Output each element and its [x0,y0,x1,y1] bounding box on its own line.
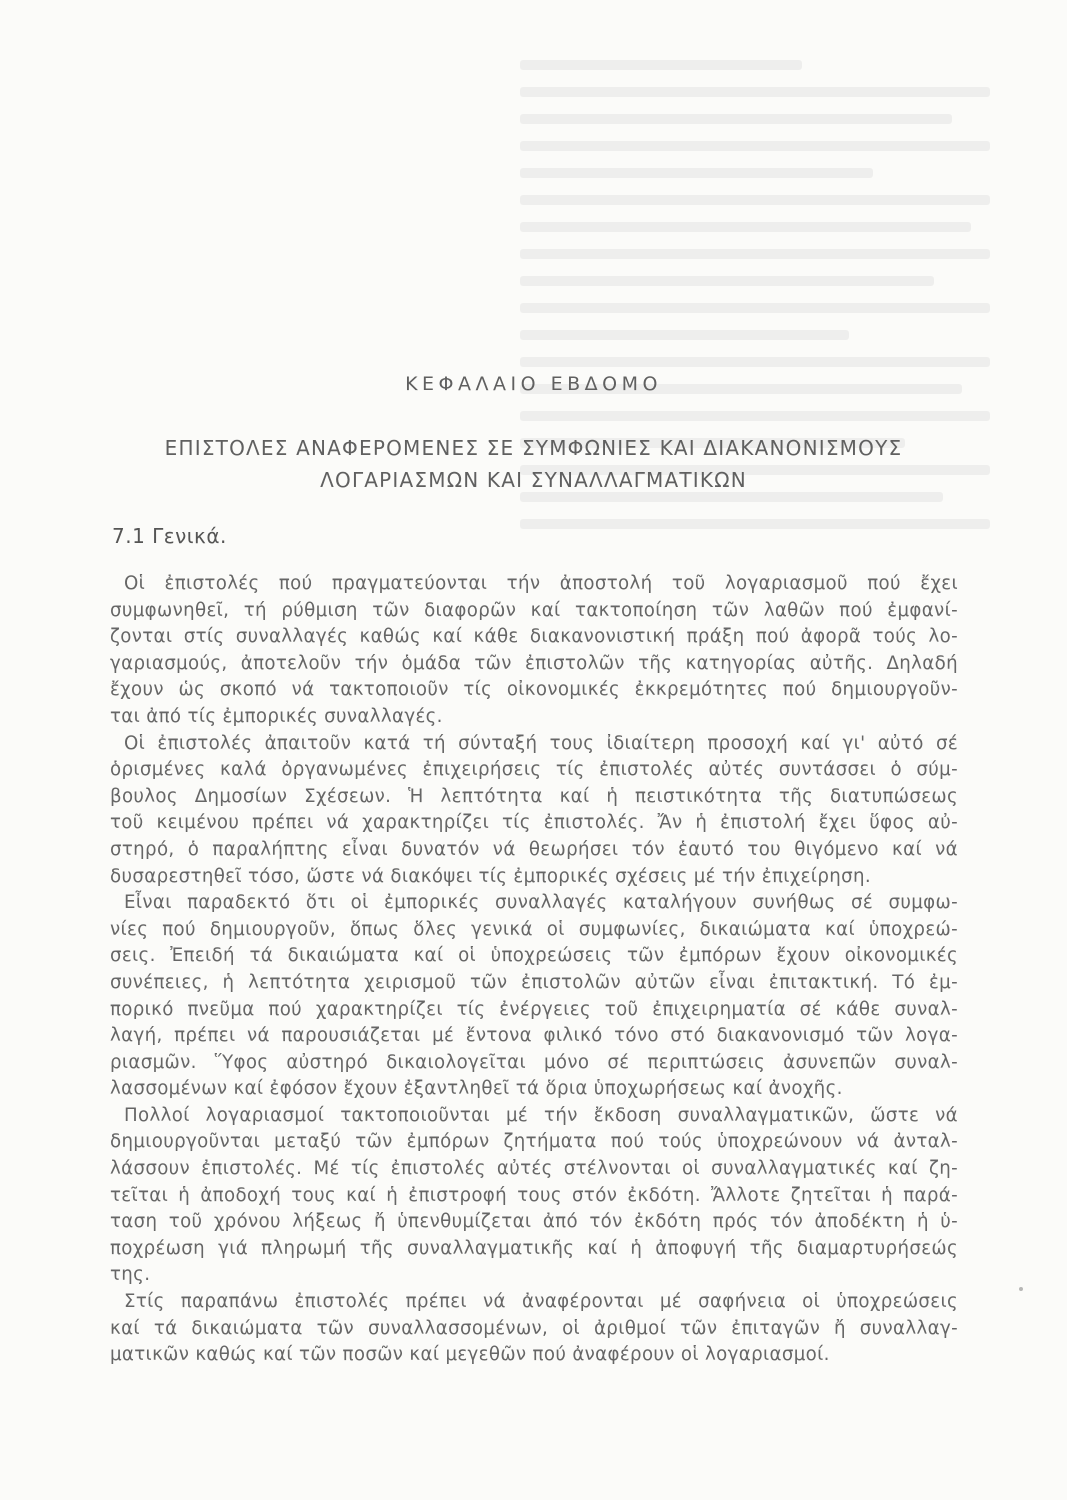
chapter-title-line: ΕΠΙΣΤΟΛΕΣ ΑΝΑΦΕΡΟΜΕΝΕΣ ΣΕ ΣΥΜΦΩΝΙΕΣ ΚΑΙ ΔΙΑΚΑΝΟΝΙΣΜΟΥΣ [164,436,903,460]
text-line: ται ἀπό τίς ἐμπορικές συναλλαγές. [110,705,443,727]
text-line: Οἱ ἐπιστολές πού πραγματεύονται τήν ἀποστολή τοῦ λογαριασμοῦ πού ἔχει [124,573,958,594]
text-line: γαριασμούς, ἀποτελοῦν τήν ὁμάδα τῶν ἐπιστολῶν τῆς κατηγορίας αὐτῆς. Δηλαδή [110,652,958,674]
paragraph [110,571,958,731]
section-heading: 7.1 Γενικά. [112,524,227,548]
text-line: σεις. Ἐπειδή τά δικαιώματα καί οἱ ὑποχρεώσεις τῶν ἐμπόρων ἔχουν οἰκονομικές [110,945,958,967]
speck [1019,1287,1023,1291]
chapter-title [0,432,1067,496]
text-line: Στίς παραπάνω ἐπιστολές πρέπει νά ἀναφέρονται μέ σαφήνεια οἱ ὑποχρεώσεις [124,1291,958,1313]
text-line: ταση τοῦ χρόνου λήξεως ἤ ὑπενθυμίζεται ἀπό τόν ἐκδότη πρός τόν ἀποδέκτη ἡ ὑ- [110,1211,958,1233]
text-line: ποχρέωση γιά πληρωμή τῆς συναλλαγματικῆς καί ἡ ἀποφυγή τῆς διαμαρτυρήσεώς [110,1237,958,1259]
text-line: τοῦ κειμένου πρέπει νά χαρακτηρίζει τίς ἐπιστολές. Ἄν ἡ ἐπιστολή ἔχει ὕφος αὐ- [110,812,958,834]
text-line: λάσσουν ἐπιστολές. Μέ τίς ἐπιστολές αὐτές στέλνονται οἱ συναλλαγματικές καί ζη- [110,1158,958,1180]
text-line: ζονται στίς συναλλαγές καθώς καί κάθε διακανονιστική πράξη πού ἀφορᾶ τούς λο- [110,626,958,648]
paragraph [110,1103,958,1289]
text-line: της. [110,1264,151,1286]
text-line: συνέπειες, ἡ λεπτότητα χειρισμοῦ τῶν ἐπιστολῶν αὐτῶν εἶναι ἐπιτακτική. Τό ἐμ- [110,971,958,993]
text-line: συμφωνηθεῖ, τή ρύθμιση τῶν διαφορῶν καί τακτοποίηση τῶν λαθῶν πού ἐμφανί- [110,599,958,621]
text-line: ἔχουν ὡς σκοπό νά τακτοποιοῦν τίς οἰκονομικές ἐκκρεμότητες πού δημιουργοῦν- [110,679,958,701]
text-line: δυσαρεστηθεῖ τόσο, ὥστε νά διακόψει τίς ἐμπορικές σχέσεις μέ τήν ἐπιχείρηση. [110,865,871,887]
text-line: στηρό, ὁ παραλήπτης εἶναι δυνατόν νά θεωρήσει τόν ἑαυτό του θιγόμενο καί νά [110,838,958,860]
text-line: Εἶναι παραδεκτό ὅτι οἱ ἐμπορικές συναλλαγές καταλήγουν συνήθως σέ συμφω- [124,892,958,914]
text-line: πορικό πνεῦμα πού χαρακτηρίζει τίς ἐνέργειες τοῦ ἐπιχειρηματία σέ κάθε συναλ- [110,998,958,1020]
text-line: τεῖται ἡ ἀποδοχή τους καί ἡ ἐπιστροφή τους στόν ἐκδότη. Ἄλλοτε ζητεῖται ἡ παρά- [110,1184,958,1206]
show-through-ghost-text [520,60,990,580]
paragraph [110,731,958,891]
chapter-title-line: ΛΟΓΑΡΙΑΣΜΩΝ ΚΑΙ ΣΥΝΑΛΛΑΓΜΑΤΙΚΩΝ [320,468,747,492]
text-line: Πολλοί λογαριασμοί τακτοποιοῦνται μέ τήν ἔκδοση συναλλαγματικῶν, ὥστε νά [124,1104,958,1126]
text-line: ματικῶν καθώς καί τῶν ποσῶν καί μεγεθῶν πού ἀναφέρουν οἱ λογαριασμοί. [110,1344,830,1366]
text-line: λαγή, πρέπει νά παρουσιάζεται μέ ἔντονα φιλικό τόνο στό διακανονισμό τῶν λογα- [110,1025,958,1047]
text-line: ριασμῶν. Ὕφος αὐστηρό δικαιολογεῖται μόνο σέ περιπτώσεις ἀσυνεπῶν συναλ- [110,1051,958,1073]
text-line: νίες πού δημιουργοῦν, ὅπως ὅλες γενικά οἱ συμφωνίες, δικαιώματα καί ὑποχρεώ- [110,918,958,940]
text-line: δημιουργοῦνται μεταξύ τῶν ἐμπόρων ζητήματα πού τούς ὑποχρεώνουν νά ἀνταλ- [110,1131,958,1153]
text-line: βουλος Δημοσίων Σχέσεων. Ἡ λεπτότητα καί ἡ πειστικότητα τῆς διατυπώσεως [110,785,958,807]
text-line: λασσομένων καί ἐφόσον ἔχουν ἐξαντληθεῖ τά ὅρια ὑποχωρήσεως καί ἀνοχῆς. [110,1078,843,1100]
text-line: ὁρισμένες καλά ὀργανωμένες ἐπιχειρήσεις τίς ἐπιστολές αὐτές συντάσσει ὁ σύμ- [110,759,958,781]
chapter-label: ΚΕΦΑΛΑΙΟ ΕΒΔΟΜΟ [405,373,662,395]
paragraph [110,890,958,1103]
paragraph [110,1289,958,1369]
text-line: καί τά δικαιώματα τῶν συναλλασσομένων, οἱ ἀριθμοί τῶν ἐπιταγῶν ἤ συναλλαγ- [110,1317,958,1339]
text-line: Οἱ ἐπιστολές ἀπαιτοῦν κατά τή σύνταξή τους ἰδιαίτερη προσοχή καί γι' αὐτό σέ [124,732,958,754]
body-text [110,571,958,1369]
